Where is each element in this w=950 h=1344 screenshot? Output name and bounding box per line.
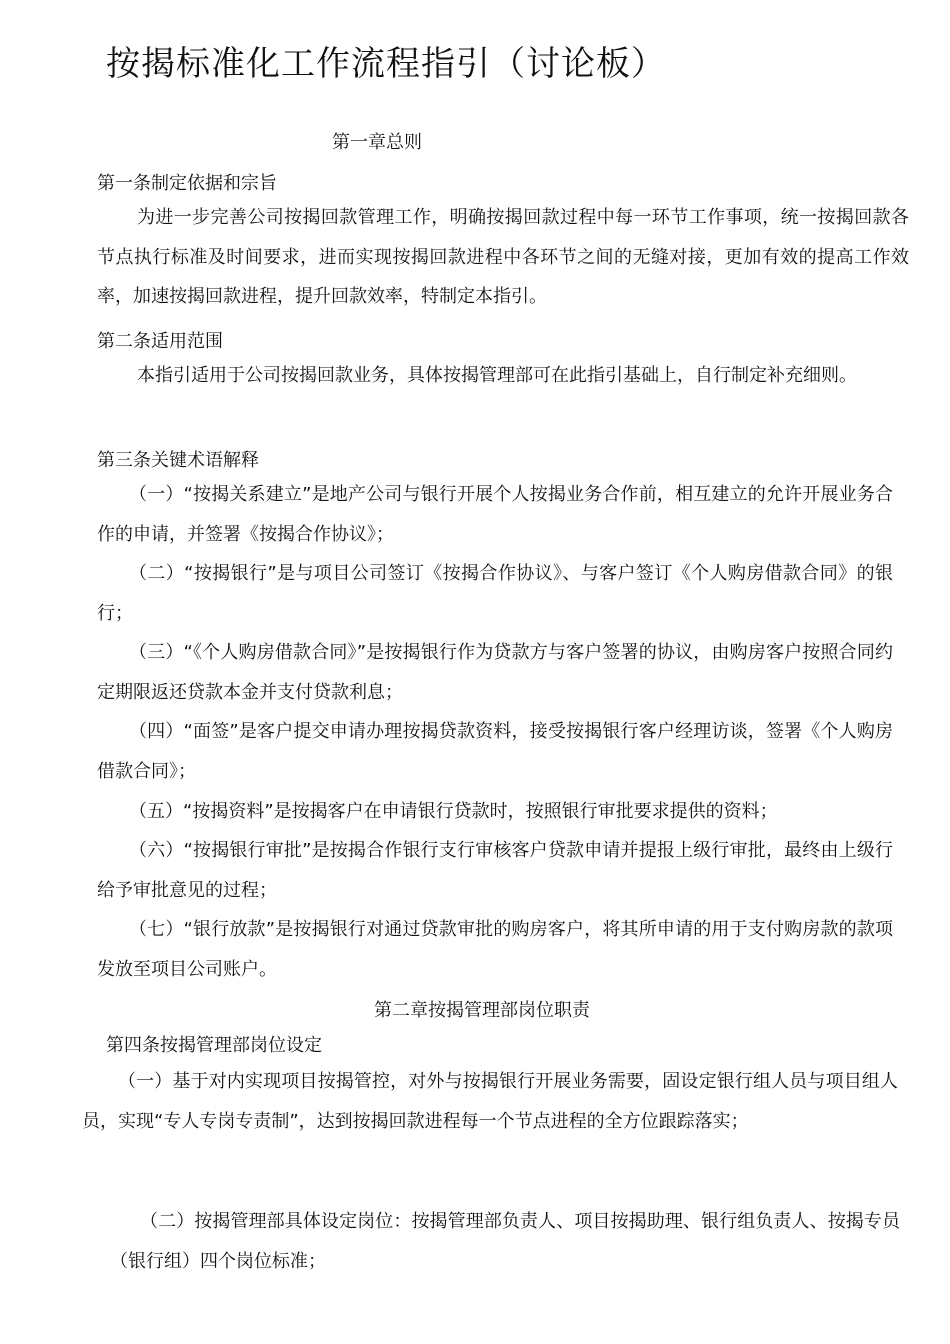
article-2-text: 本指引适用于公司按揭回款业务，具体按揭管理部可在此指引基础上，自行制定补充细则。 [137, 365, 857, 386]
article-4-heading: 第四条按揭管理部岗位设定 [106, 1035, 322, 1056]
article-2-heading: 第二条适用范围 [97, 331, 223, 352]
article-1-text: 为进一步完善公司按揭回款管理工作，明确按揭回款过程中每一环节工作事项，统一按揭回款各节点执行标准及时间要求，进而实现按揭回款进程中各环节之间的无缝对接，更加有效的提高工作效率，加速按揭回款进程，提升回款效率，特制定本指引。 [97, 207, 909, 307]
article-1-heading: 第一条制定依据和宗旨 [97, 173, 277, 194]
term-item: （三）“《个人购房借款合同》”是按揭银行作为贷款方与客户签署的协议，由购房客户按照合同约定期限返还贷款本金并支付贷款利息； [97, 642, 893, 703]
term-item: （七）“银行放款”是按揭银行对通过贷款审批的购房客户，将其所申请的用于支付购房款的款项发放至项目公司账户。 [97, 919, 893, 980]
term-item: （二）“按揭银行”是与项目公司签订《按揭合作协议》、与客户签订《个人购房借款合同》的银行； [97, 563, 893, 624]
article-3-heading: 第三条关键术语解释 [97, 450, 259, 471]
chapter-2-heading: 第二章按揭管理部岗位职责 [374, 1000, 590, 1021]
term-item: （六）“按揭银行审批”是按揭合作银行支行审核客户贷款申请并提报上级行审批，最终由上级行给予审批意见的过程； [97, 840, 893, 901]
term-item: （五）“按揭资料”是按揭客户在申请银行贷款时，按照银行审批要求提供的资料； [129, 801, 778, 822]
chapter-1-heading: 第一章总则 [332, 132, 422, 153]
term-item: （四）“面签”是客户提交申请办理按揭贷款资料，接受按揭银行客户经理访谈，签署《个人购房借款合同》； [97, 721, 893, 782]
article-4-item-1: （一）基于对内实现项目按揭管控，对外与按揭银行开展业务需要，固设定银行组人员与项目组人员，实现“专人专岗专责制”，达到按揭回款进程每一个节点进程的全方位跟踪落实； [82, 1071, 898, 1132]
article-4-item-2: （二）按揭管理部具体设定岗位：按揭管理部负责人、项目按揭助理、银行组负责人、按揭专员（银行组）四个岗位标准； [110, 1211, 900, 1272]
document-title: 按揭标准化工作流程指引（讨论板） [106, 44, 666, 84]
term-item: （一）“按揭关系建立”是地产公司与银行开展个人按揭业务合作前，相互建立的允许开展业务合作的申请，并签署《按揭合作协议》； [97, 484, 893, 545]
